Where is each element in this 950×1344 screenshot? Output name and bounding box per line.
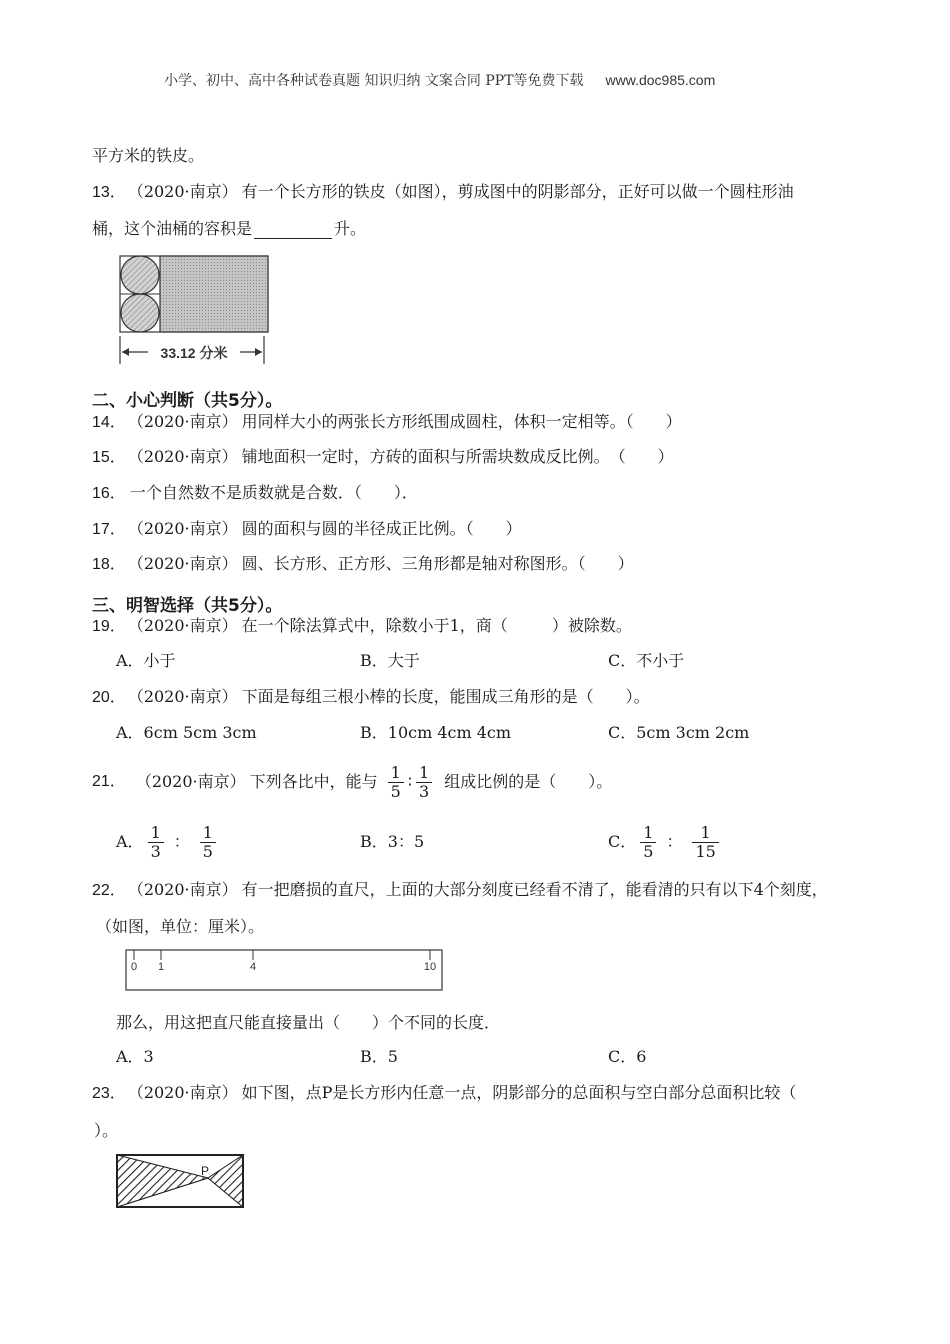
cylinder-sheet-figure: [112, 250, 272, 370]
q20-option-b[interactable]: B．10cm 4cm 4cm: [360, 723, 512, 742]
header-site[interactable]: www.doc985.com: [605, 72, 716, 88]
q21-option-a[interactable]: A． $\frac{1}{3}$ ： $\frac{1}{5}$: [116, 820, 220, 864]
question-13-line2: 桶，这个油桶的容积是 升。: [92, 219, 367, 238]
q19-option-b[interactable]: B．大于: [360, 651, 420, 670]
section-3-title: 三、明智选择（共5分）。: [92, 596, 283, 616]
header-text: 小学、初中、高中各种试卷真题 知识归纳 文案合同 PPT等免费下载: [164, 73, 584, 89]
q20-option-c[interactable]: C．5cm 3cm 2cm: [608, 723, 750, 742]
question-13-line1: 13． （2020·南京） 有一个长方形的铁皮（如图），剪成图中的阴影部分，正好可以做一个圆柱形油: [92, 182, 794, 201]
ruler-mark-0: 0: [130, 961, 138, 973]
fraction-one-fifth: $\frac{1}{5}$: [388, 764, 404, 801]
answer-blank[interactable]: [254, 222, 332, 239]
question-23-line2: ）。: [94, 1121, 119, 1140]
question-22-line2: （如图，单位：厘米）。: [96, 917, 265, 936]
q19-option-a[interactable]: A．小于: [116, 651, 176, 670]
question-16: 16． 一个自然数不是质数就是合数．（ ）．: [92, 483, 418, 502]
page-header: [164, 70, 715, 90]
question-20: 20． （2020·南京） 下面是每组三根小棒的长度，能围成三角形的是（ ）。: [92, 687, 650, 706]
rectangle-point-p-figure: [112, 1150, 248, 1210]
question-19: 19． （2020·南京） 在一个除法算式中，除数小于1，商（ ）被除数。: [92, 616, 632, 635]
ruler-mark-1: 1: [157, 961, 165, 973]
ruler-outline: [126, 950, 442, 990]
question-22-line1: 22． （2020·南京） 有一把磨损的直尺，上面的大部分刻度已经看不清了，能看清的只有以下4个刻度，: [92, 880, 828, 899]
point-p-label: P: [201, 1164, 210, 1178]
bottom-circle: [121, 294, 159, 332]
question-21: 21． （2020·南京） 下列各比中，能与 $\frac{1}{5}$ ∶ $\frac{1}{3}$ 组成比例的是（ ）。: [92, 762, 613, 801]
ruler-mark-10: 10: [423, 961, 437, 973]
question-18: 18． （2020·南京） 圆、长方形、正方形、三角形都是轴对称图形。（ ）: [92, 554, 634, 573]
worn-ruler-figure: [122, 946, 446, 994]
top-circle: [121, 256, 159, 294]
q22-option-b[interactable]: B．5: [360, 1047, 398, 1066]
ruler-mark-4: 4: [249, 961, 257, 973]
fraction-one-third: $\frac{1}{3}$: [416, 764, 432, 801]
continuation-text: 平方米的铁皮。: [92, 146, 205, 165]
q22-option-a[interactable]: A．3: [116, 1047, 154, 1066]
question-14: 14． （2020·南京） 用同样大小的两张长方形纸围成圆柱，体积一定相等。（ ）: [92, 412, 682, 431]
question-22-line3: 那么，用这把直尺能直接量出（ ）个不同的长度．: [116, 1013, 501, 1032]
q21-option-c[interactable]: C． $\frac{1}{5}$ ： $\frac{1}{15}$: [608, 820, 723, 864]
q21-option-b[interactable]: B．3：5: [360, 832, 425, 851]
question-17: 17． （2020·南京） 圆的面积与圆的半径成正比例。（ ）: [92, 519, 522, 538]
cylinder-side-rect: [160, 256, 268, 332]
section-2-title: 二、小心判断（共5分）。: [92, 391, 283, 411]
q19-option-c[interactable]: C．不小于: [608, 651, 685, 670]
q20-option-a[interactable]: A．6cm 5cm 3cm: [116, 723, 257, 742]
question-23-line1: 23． （2020·南京） 如下图，点P是长方形内任意一点，阴影部分的总面积与空白部分总面积比较（: [92, 1083, 797, 1102]
q22-option-c[interactable]: C．6: [608, 1047, 647, 1066]
question-15: 15． （2020·南京） 铺地面积一定时，方砖的面积与所需块数成反比例。 （ ）: [92, 447, 674, 466]
width-label: 33.12 分米: [160, 345, 228, 361]
